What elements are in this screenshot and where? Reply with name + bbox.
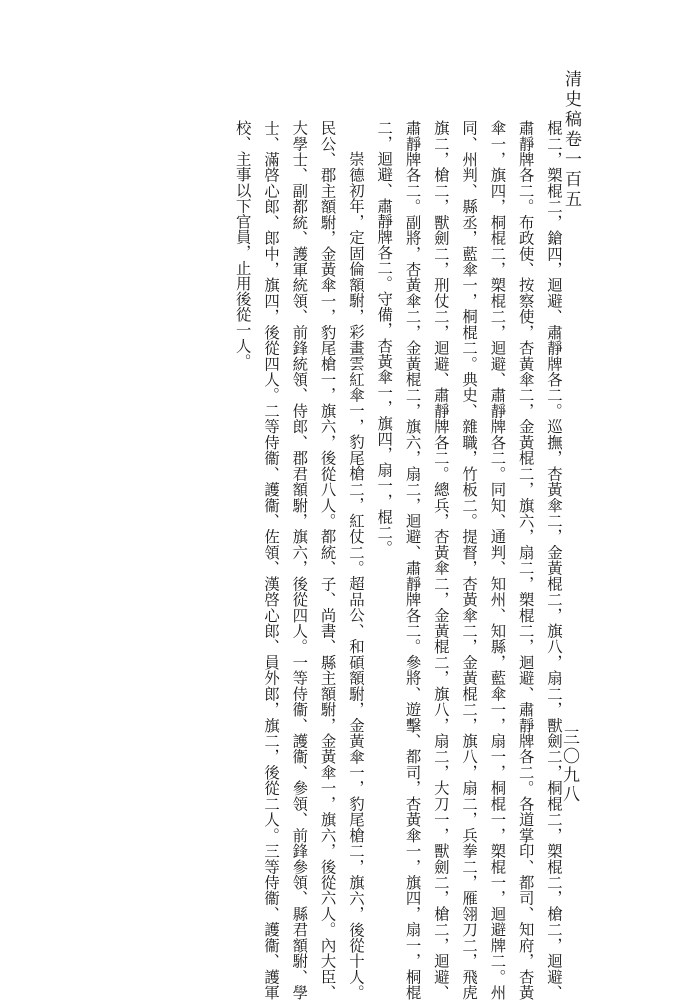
paragraph-chongde-regulations: 崇德初年，定固倫額駙，彩畫雲紅傘一，豹尾槍二，紅仗二。超品公、和碩額駙，金黃傘一，豹尾槍二，旗六，後從十人。民公、郡主額駙，金黃傘一，豹尾槍一，旗六，後從八人。都統、子、尚書、縣主額駙，金黃傘一，旗六，後從六人。內大臣、大學士、副都統、護軍統領、前鋒統領、侍郎、郡君額駙，旗六，後從四人。一等侍衞、護衞、參領、前鋒參領、縣君額駙、學士、滿啓心郎、郎中，旗四，後從四人。二等侍衞、護衞、佐領、漢啓心郎、員外郎，旗二，後從二人。三等侍衞、護衞、護軍校、主事以下官員，止用後從一人。 — [233, 120, 365, 1000]
body-text — [196, 120, 568, 1000]
running-head: 清史稿卷一百五 — [561, 70, 581, 210]
paragraph-insignia-officials: 棍二，槊棍二，鎗四，迴避、肅靜牌各二。巡撫，杏黃傘二，金黃棍二，旗八，扇二，獸劍二，桐棍二，槊棍二，槍二，迴避、肅靜牌各二。布政使、按察使，杏黃傘二，金黃棍二，旗六，扇二，槊棍二，迴避、肅靜牌各二。各道掌印、都司、知府，杏黃傘一，旗四，桐棍二，槊棍二，迴避、肅靜牌各二。同知、通判、知州、知縣，藍傘一，扇一，桐棍一，槊棍一，迴避牌二。州同、州判、縣丞，藍傘一，桐棍二。典史、雜職，竹板二。提督，杏黃傘二，金黃棍二，旗八，扇二，兵拳二，雁翎刀二，飛虎旗二，槍二，獸劍二，刑仗二，迴避、肅靜牌各二。總兵，杏黃傘二，金黃棍二，旗八，扇二，大刀一，獸劍二，槍二，迴避、肅靜牌各二。副將，杏黃傘二，金黃棍二，旗六，扇二，迴避、肅靜牌各二。參將、遊擊、都司，杏黃傘一，旗四，扇一，桐棍二，迴避、肅靜牌各二。守備，杏黃傘一，旗四，扇一，棍二。 — [375, 120, 563, 1000]
page-number: 三〇九八 — [559, 728, 579, 804]
